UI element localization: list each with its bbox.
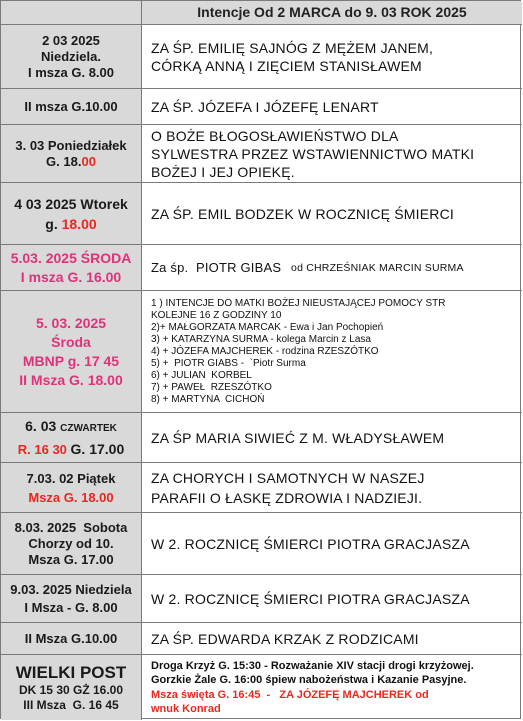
list-item: 4) + JÓZEFA MAJCHEREK - rodzina RZESZÓTKO: [151, 345, 379, 357]
novena-time-line: MBNP g. 17 45: [22, 352, 120, 369]
schedule-line: Msza święta G. 16:45 - ZA JÓZEFĘ MAJCHEREK od: [151, 688, 429, 701]
lent-times-line: DK 15 30 GŻ 16.00: [18, 682, 124, 697]
list-item: 3) + KATARZYNA SURMA - kolega Marcin z Lasa: [151, 333, 371, 345]
date-line: 2 03 2025: [42, 32, 100, 48]
date-cell: [1, 623, 142, 654]
schedule-line: wnuk Konrad: [151, 703, 221, 715]
intention-line: Za śp. PIOTR GIBAS: [151, 259, 286, 275]
intention-cell: [142, 183, 522, 244]
intention-line: ZA ŚP. EMILIĘ SAJNÓG Z MĘŻEM JANEM,: [151, 39, 434, 56]
mass-time-line: [46, 154, 96, 170]
intention-line: BOŻEJ I JEJ OPIEKĘ.: [151, 163, 295, 180]
date-line: 9.03. 2025 Niedziela: [10, 581, 132, 597]
mass-time-hour: 18.00: [61, 215, 97, 232]
intention-line: W 2. ROCZNICĘ ŚMIERCI PIOTRA GRACJASZA: [151, 535, 470, 552]
date-cell: [1, 125, 142, 182]
list-item: 7) + PAWEŁ RZESZÓTKO: [151, 381, 272, 393]
date-cell: [1, 575, 142, 622]
sick-visit-line: Chorzy od 10.: [28, 535, 114, 551]
day-text: CZWARTEK: [60, 422, 117, 434]
intention-cell: [142, 125, 522, 182]
table-row: [1, 89, 522, 125]
intention-line: SYLWESTRA PRZEZ WSTAWIENNICTWO MATKI: [151, 145, 475, 162]
mass-time-text: G. 18.: [46, 153, 82, 169]
date-cell: [1, 89, 142, 124]
table-header: [1, 1, 522, 25]
date-cell: [1, 513, 142, 574]
table-row: [1, 463, 522, 513]
table-row: [1, 125, 522, 183]
day-line: Niedziela.: [41, 48, 101, 64]
table-row: [1, 655, 522, 720]
header-left-cell: [1, 1, 142, 24]
mass-time-line: II Msza G. 18.00: [19, 371, 123, 388]
intention-cell: [142, 513, 522, 574]
intention-line: ZA CHORYCH I SAMOTNYCH W NASZEJ: [151, 469, 425, 486]
intention-line: W 2. ROCZNICĘ ŚMIERCI PIOTRA GRACJASZA: [151, 590, 470, 607]
list-item: 2)+ MAŁGORZATA MARCAK - Ewa i Jan Pochopień: [151, 321, 384, 333]
date-line: 4 03 2025 Wtorek: [14, 195, 128, 212]
mass-time-line: III Msza G. 16 45: [23, 697, 119, 712]
date-cell: [1, 183, 142, 244]
list-item: KOLEJNE 16 Z GODZINY 10: [151, 309, 282, 321]
lent-title: WIELKI POST: [15, 662, 127, 682]
mass-time-minutes: 00: [81, 153, 96, 169]
intention-line: ZA ŚP. EDWARDA KRZAK Z RODZICAMI: [151, 630, 419, 647]
day-line: Środa: [51, 333, 91, 350]
list-item: 1 ) INTENCJE DO MATKI BOŻEJ NIEUSTAJĄCEJ POMOCY STR: [151, 297, 446, 309]
intention-cell: [142, 25, 522, 88]
table-row: [1, 25, 522, 89]
intention-cell: [142, 245, 522, 290]
table-row: [1, 513, 522, 575]
mass-time-line: [18, 439, 124, 460]
schedule-line: Droga Krzyż G. 15:30 - Rozważanie XIV stacji drogi krzyżowej.: [151, 659, 474, 672]
date-cell: [1, 463, 142, 512]
rosary-time: R. 16 30: [17, 441, 71, 457]
intention-line: PARAFII O ŁASKĘ ZDROWIA I NADZIEJI.: [151, 489, 423, 506]
date-cell: [1, 25, 142, 88]
lent-schedule-cell: [142, 655, 522, 720]
table-row: [1, 245, 522, 291]
lent-cell: [1, 655, 142, 720]
date-line: 5.03. 2025 ŚRODA: [10, 249, 132, 266]
mass-time-text: G. 17.00: [70, 440, 125, 457]
table-row: [1, 623, 522, 655]
intention-line: ZA ŚP. JÓZEFA I JÓZEFĘ LENART: [151, 98, 379, 115]
date-line: 8.03. 2025 Sobota: [14, 519, 128, 535]
list-item: 8) + MARTYNA CICHOŃ: [151, 393, 265, 405]
table-row: [1, 413, 522, 463]
intention-donor: od CHRZEŚNIAK MARCIN SURMA: [291, 261, 464, 274]
table-row: [1, 291, 522, 413]
list-item: 6) + JULIAN KORBEL: [151, 369, 252, 381]
intention-cell: [142, 463, 522, 512]
table-row: [1, 575, 522, 623]
date-text: 6. 03: [25, 417, 61, 434]
mass-time-line: I msza G. 8.00: [28, 64, 114, 80]
mass-time-line: Msza G. 18.00: [28, 489, 114, 505]
mass-time-text: g.: [45, 215, 62, 232]
intention-cell: [142, 623, 522, 654]
intention-cell: [142, 413, 522, 462]
table-row: [1, 183, 522, 245]
date-line: [25, 416, 117, 439]
intention-line: ZA ŚP MARIA SIWIEĆ Z M. WŁADYSŁAWEM: [151, 429, 445, 446]
date-line: 5. 03. 2025: [35, 314, 107, 331]
intention-line: ZA ŚP. EMIL BODZEK W ROCZNICĘ ŚMIERCI: [151, 205, 454, 222]
intention-list: [142, 291, 522, 412]
mass-time-line: I Msza - G. 8.00: [24, 599, 118, 615]
date-cell: [1, 245, 142, 290]
date-line: 7.03. 02 Piątek: [26, 470, 116, 486]
mass-time-line: II Msza G.10.00: [24, 630, 118, 646]
intention-cell: [142, 575, 522, 622]
list-item: 5) + PIOTR GIABS - `Piotr Surma: [151, 357, 306, 369]
schedule-line: Gorzkie Żale G. 16:00 śpiew nabożeństwa i Kazanie Pasyjne.: [151, 674, 467, 686]
intention-cell: [142, 89, 522, 124]
mass-time-line: I msza G. 16.00: [20, 268, 122, 285]
intention-line: O BOŻE BŁOGOSŁAWIEŃSTWO DLA: [151, 127, 399, 144]
date-cell: [1, 291, 142, 412]
mass-time-line: II msza G.10.00: [24, 98, 118, 114]
header-title: Intencje Od 2 MARCA do 9. 03 ROK 2025: [142, 1, 522, 24]
mass-time-line: Msza G. 17.00: [28, 551, 114, 567]
intention-line: CÓRKĄ ANNĄ I ZIĘCIEM STANISŁAWEM: [151, 57, 422, 74]
date-cell: [1, 413, 142, 462]
date-line: 3. 03 Poniedziałek: [15, 137, 127, 153]
mass-time-line: [45, 214, 96, 234]
